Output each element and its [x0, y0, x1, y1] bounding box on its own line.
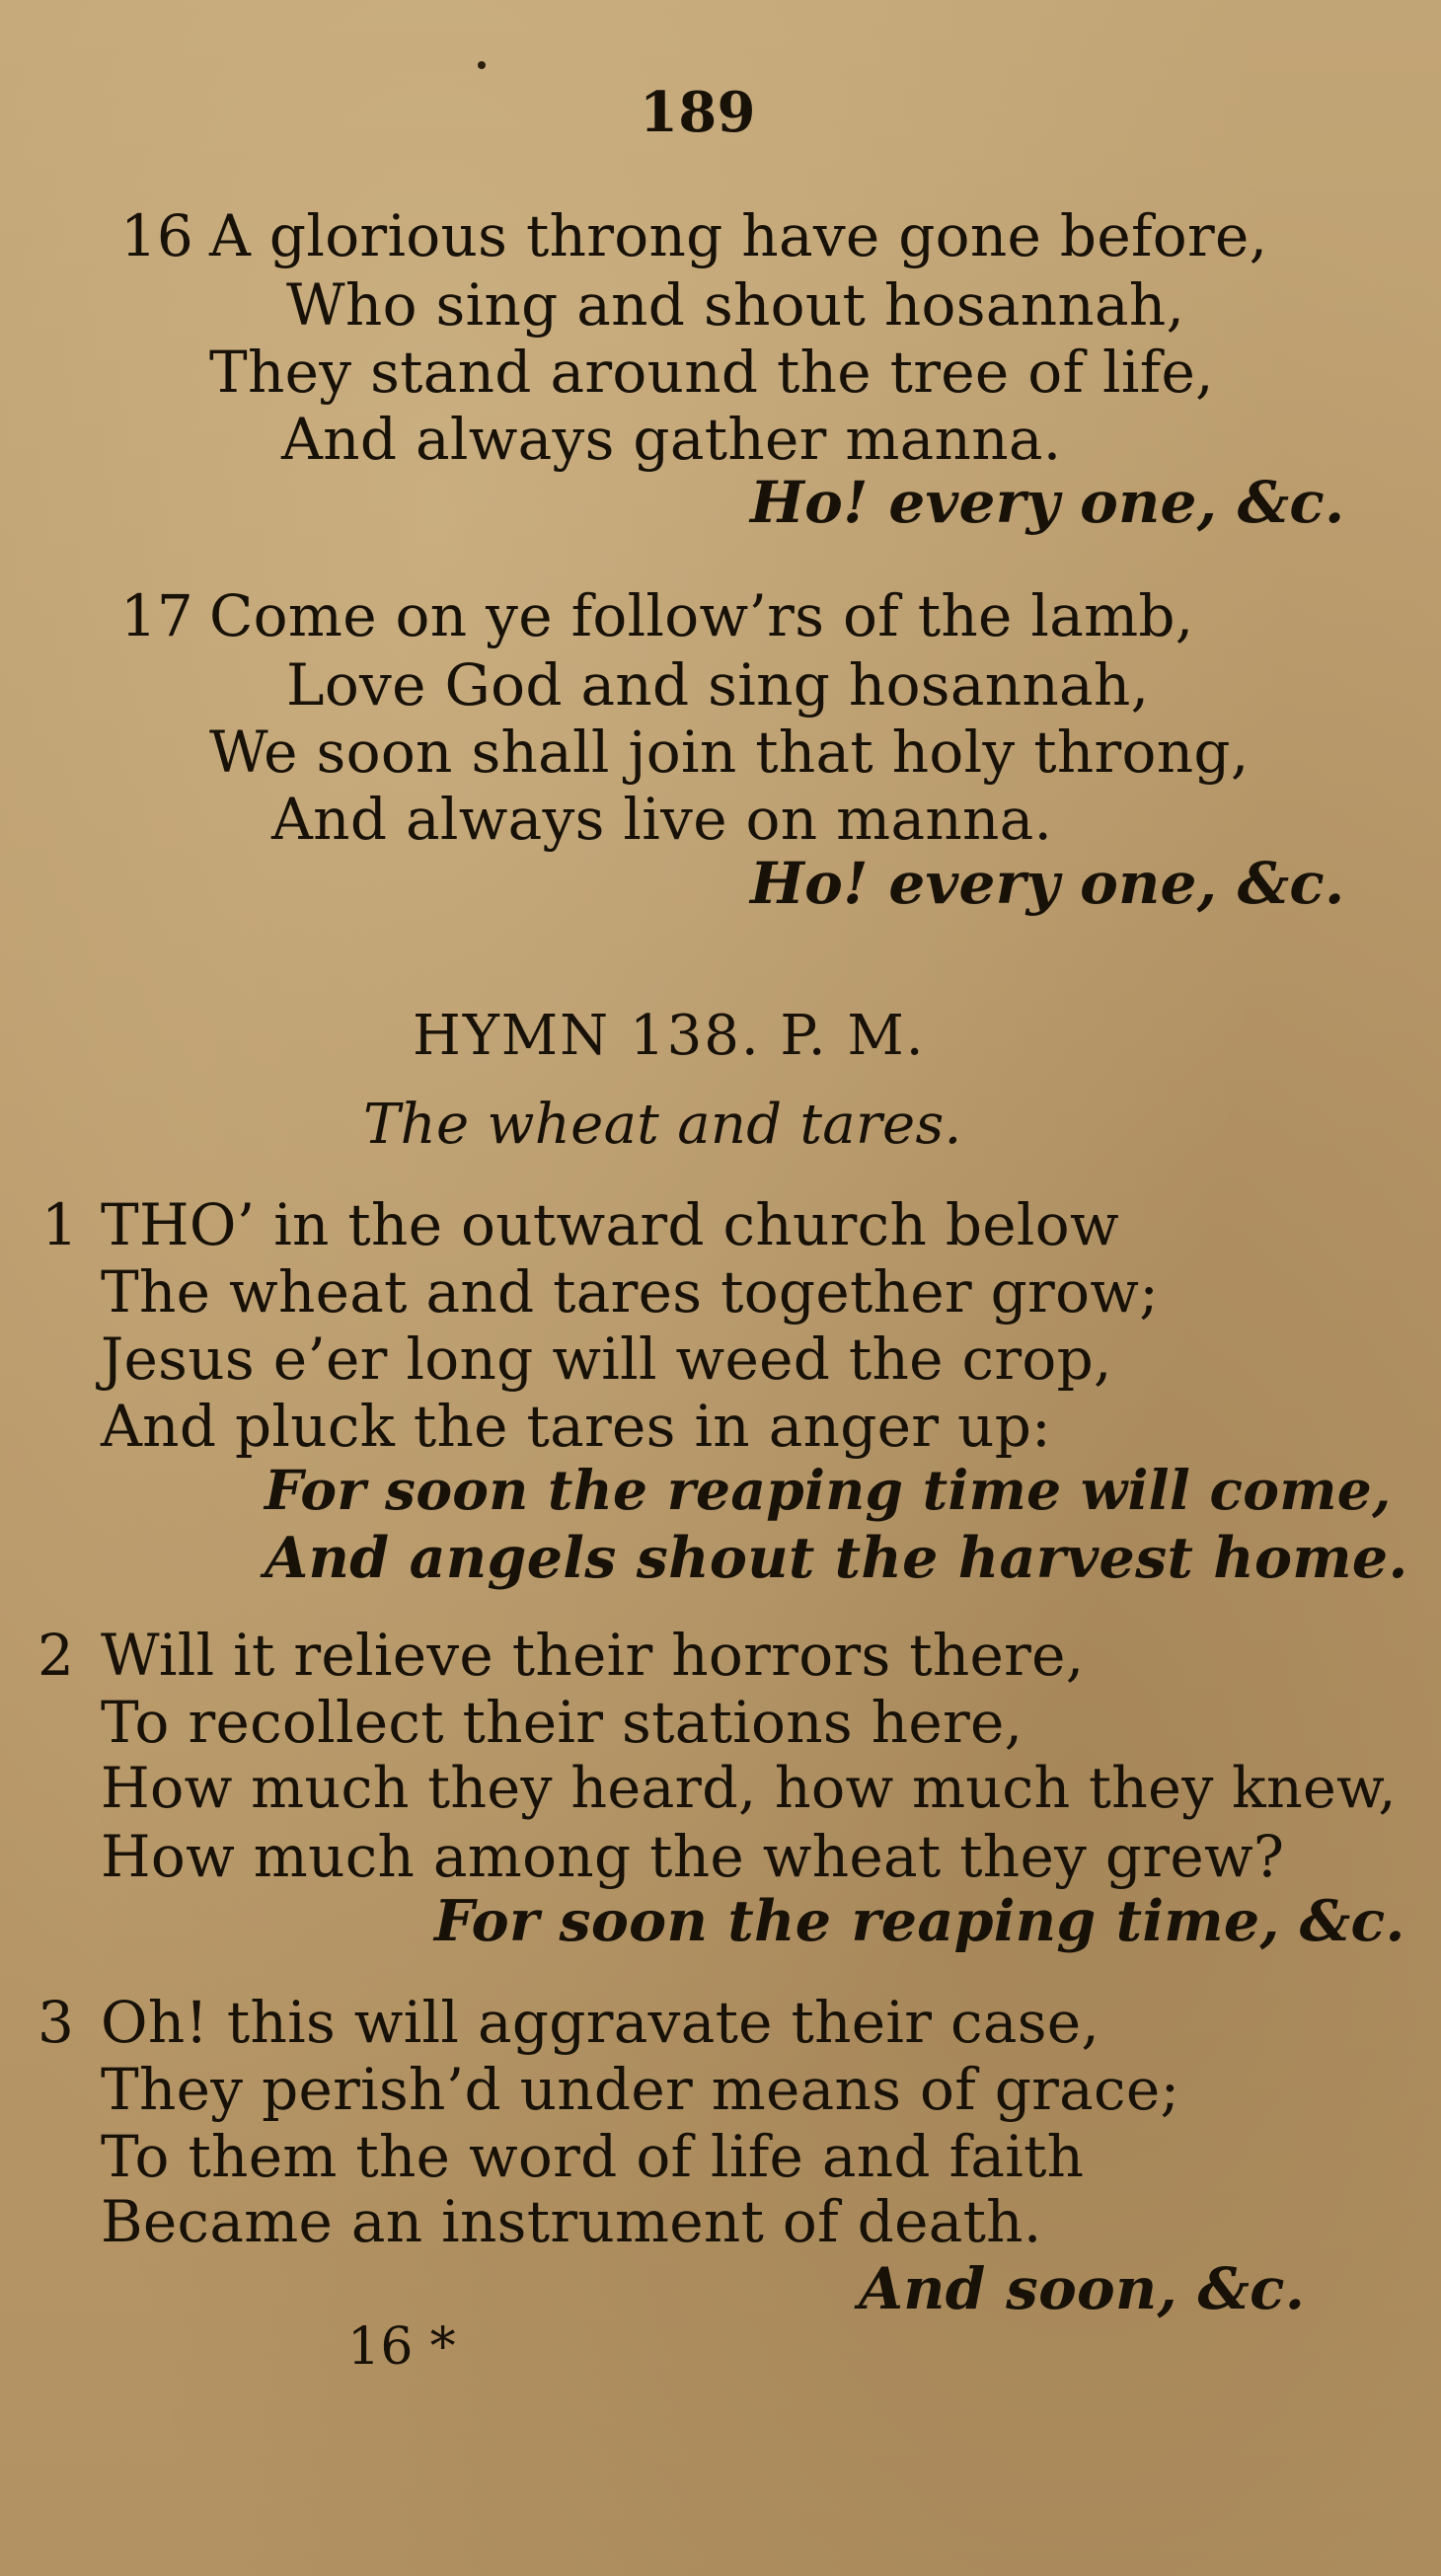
verse-line: They perish’d under means of grace;	[101, 2056, 1180, 2123]
verse-line: And pluck the tares in anger up:	[101, 1393, 1051, 1460]
verse-line: THO’ in the outward church below	[101, 1191, 1119, 1258]
ink-speck	[478, 61, 486, 69]
hymn-title: HYMN 138. P. M.	[413, 1004, 926, 1068]
verse-line: To recollect their stations here,	[101, 1689, 1024, 1756]
page-number: 189	[640, 80, 756, 145]
verse-line: How much among the wheat they grew?	[101, 1823, 1285, 1890]
verse-line: They stand around the tree of life,	[209, 339, 1214, 406]
refrain: Ho! every one, &c.	[750, 850, 1345, 917]
refrain: For soon the reaping time, &c.	[434, 1888, 1405, 1954]
verse-line: Oh! this will aggravate their case,	[101, 1989, 1100, 2056]
verse-line: Will it relieve their horrors there,	[101, 1622, 1085, 1689]
verse-number: 17	[120, 582, 193, 649]
verse-number: 1	[41, 1191, 78, 1258]
verse-line: And always gather manna.	[281, 406, 1062, 473]
verse-line: A glorious throng have gone before,	[209, 202, 1268, 269]
verse-line: And always live on manna.	[271, 786, 1053, 853]
refrain-line: And angels shout the harvest home.	[265, 1525, 1408, 1591]
verse-line: Became an instrument of death.	[101, 2188, 1042, 2255]
verse-line: Jesus e’er long will weed the crop,	[101, 1326, 1112, 1393]
verse-line: We soon shall join that holy throng,	[209, 719, 1250, 786]
refrain: Ho! every one, &c.	[750, 469, 1345, 536]
hymn-subtitle: The wheat and tares.	[363, 1093, 962, 1157]
verse-line: Come on ye follow’rs of the lamb,	[209, 582, 1194, 649]
refrain-line: For soon the reaping time will come,	[265, 1458, 1392, 1522]
verse-line: Love God and sing hosannah,	[286, 651, 1150, 719]
signature-mark: 16 *	[347, 2317, 456, 2377]
verse-line: How much they heard, how much they knew,	[101, 1756, 1397, 1821]
verse-line: Who sing and shout hosannah,	[286, 271, 1185, 339]
verse-number: 16	[120, 202, 193, 269]
refrain: And soon, &c.	[859, 2255, 1306, 2322]
verse-line: The wheat and tares together grow;	[101, 1258, 1160, 1326]
verse-line: To them the word of life and faith	[101, 2123, 1085, 2190]
verse-number: 3	[38, 1989, 74, 2056]
verse-number: 2	[38, 1622, 74, 1689]
